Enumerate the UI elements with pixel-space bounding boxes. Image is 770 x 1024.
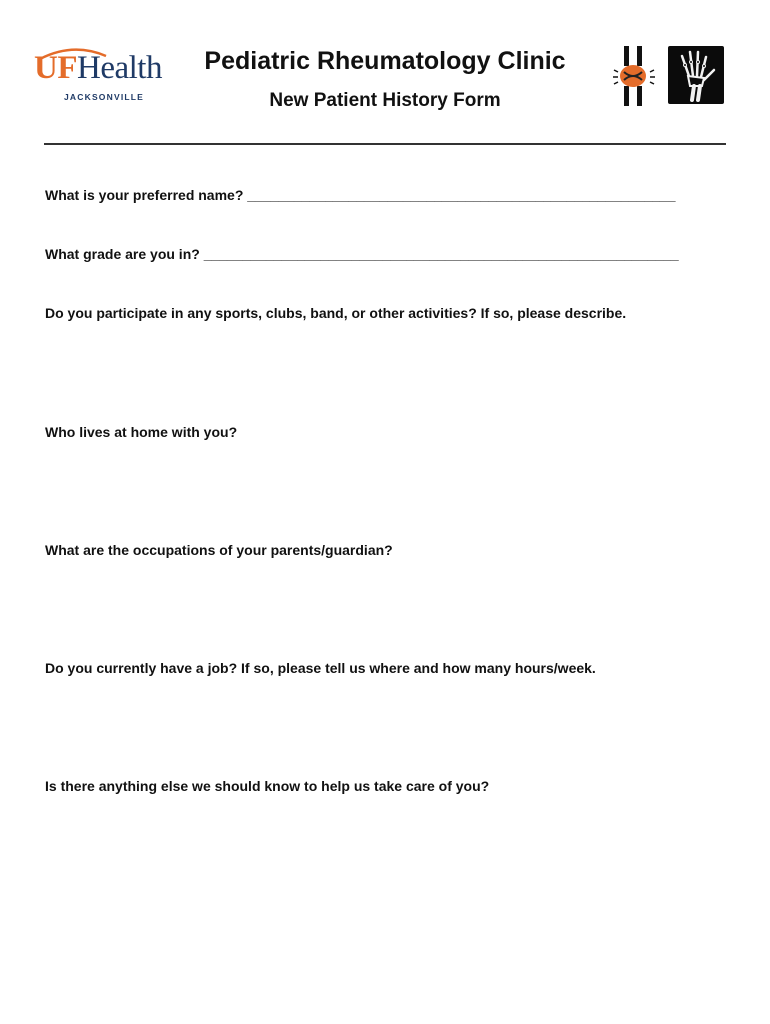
joint-icon [612, 44, 656, 108]
logo-health: Health [77, 50, 162, 86]
logo-location: JACKSONVILLE [64, 92, 145, 102]
page-subtitle: New Patient History Form [269, 90, 501, 111]
question-grade[interactable]: What grade are you in? _____________________________________________________________ [45, 246, 679, 262]
question-preferred-name[interactable]: What is your preferred name? _______________________________________________________ [45, 187, 676, 203]
question-household: Who lives at home with you? [45, 424, 238, 440]
hand-xray-icon [668, 46, 724, 104]
header-divider [44, 143, 726, 145]
question-occupations: What are the occupations of your parents/guardian? [45, 542, 393, 558]
question-job: Do you currently have a job? If so, please tell us where and how many hours/week. [45, 660, 596, 676]
question-other: Is there anything else we should know to help us take care of you? [45, 778, 490, 794]
question-activities: Do you participate in any sports, clubs, band, or other activities? If so, please describe. [45, 305, 627, 321]
page-title: Pediatric Rheumatology Clinic [204, 47, 566, 75]
logo-uf: UF [34, 50, 77, 86]
